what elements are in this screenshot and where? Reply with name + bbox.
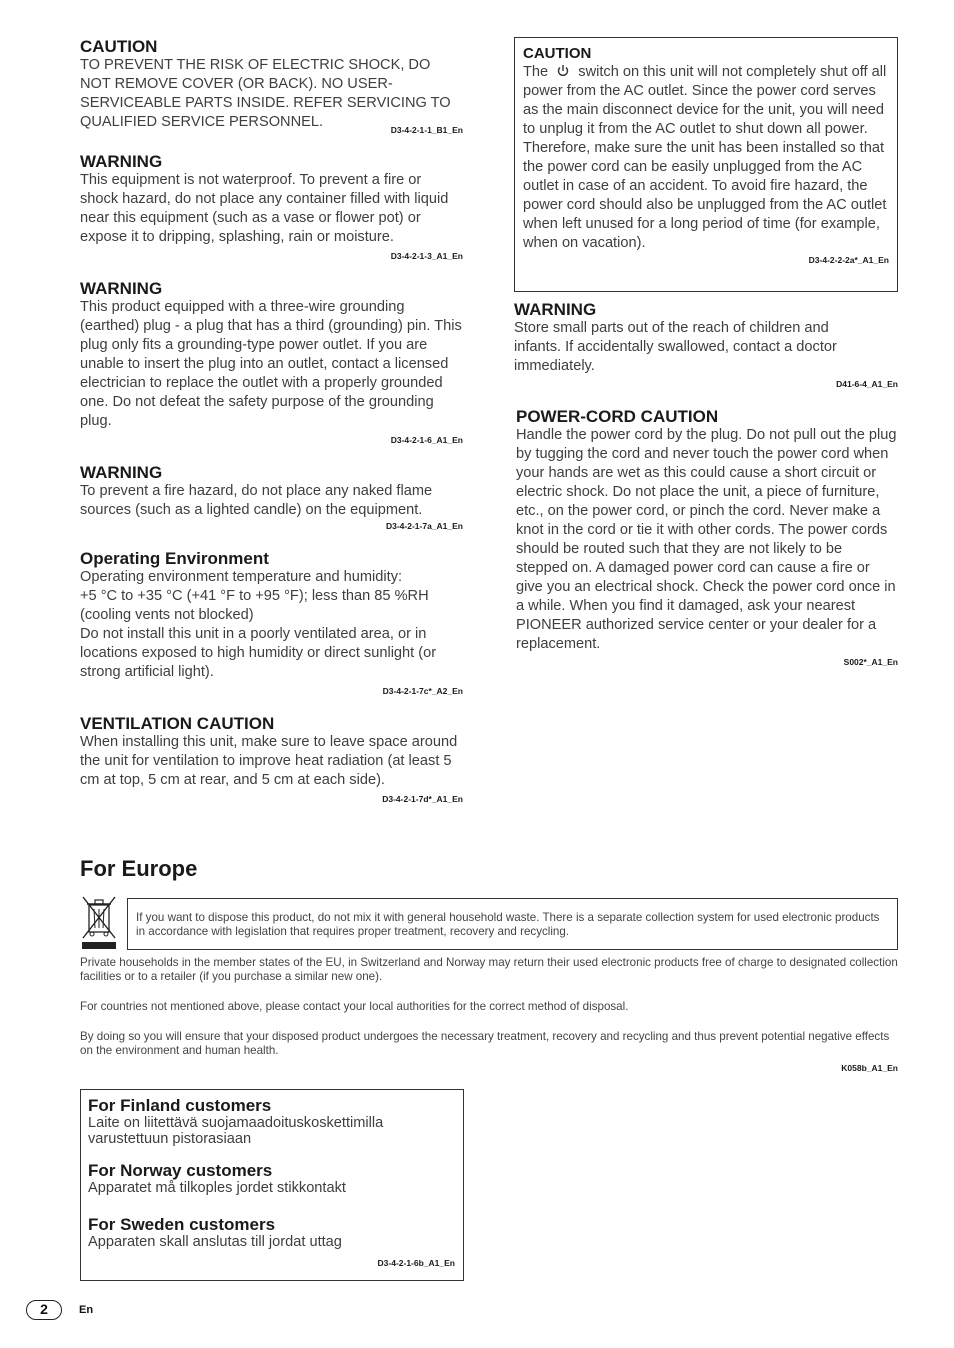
section-body: TO PREVENT THE RISK OF ELECTRIC SHOCK, DO NOT REMOVE COVER (OR BACK). NO USER-SERVICEABLE PARTS INSIDE. REFER SERVICING TO QUALIFIED SERVICE PERSONNEL. (80, 57, 451, 130)
ventilation-caution-section (80, 714, 463, 805)
section-body: Operating environment temperature and humidity: (80, 569, 403, 585)
norway-heading: For Norway customers (88, 1161, 273, 1180)
document-code: D3-4-2-1-6_A1_En (390, 435, 463, 445)
section-title: For Europe (80, 856, 198, 881)
crossed-out-wheelie-bin-icon (80, 894, 118, 950)
page-number-badge (26, 1300, 62, 1320)
power-standby-icon (556, 64, 570, 78)
section-body: Do not install this unit in a poorly ventilated area, or in locations exposed to high humidity or direct sunlight (or strong artificial light). (80, 626, 437, 680)
section-body: This equipment is not waterproof. To prevent a fire or shock hazard, do not place any container filled with liquid near this equipment (such as a vase or flower pot) or expose it to dripping, splashing, rain or moisture. (80, 172, 449, 245)
warning-waterproof-section (80, 152, 463, 262)
section-heading: VENTILATION CAUTION (80, 714, 275, 733)
for-europe-section (80, 856, 898, 1073)
document-code: D41-6-4_A1_En (836, 379, 898, 389)
sweden-heading: For Sweden customers (88, 1215, 276, 1234)
paragraph: By doing so you will ensure that your disposed product undergoes the necessary treatment, recovery and recycling and thus prevent potential negative effects on the environment and human health. (80, 1030, 890, 1057)
document-code: S002*_A1_En (843, 657, 898, 667)
section-body: +5 °C to +35 °C (+41 °F to +95 °F); less than 85 %RH (cooling vents not blocked) (80, 588, 429, 623)
paragraph: For countries not mentioned above, please contact your local authorities for the correct method of disposal. (80, 1000, 629, 1013)
finland-body: Laite on liitettävä suojamaadoituskoskettimilla varustettuun pistorasiaan (88, 1115, 384, 1147)
document-code: D3-4-2-2-2a*_A1_En (808, 255, 889, 265)
warning-small-parts-section (514, 300, 898, 390)
disposal-notice-text: If you want to dispose this product, do not mix it with general household waste. There is a separate collection system for used electronic products in accordance with legislation that requires proper treatment, recovery and recycling. (136, 911, 880, 938)
document-code: D3-4-2-1-7c*_A2_En (382, 686, 463, 696)
power-cord-caution-section (514, 407, 898, 668)
right-column (514, 300, 898, 668)
page-number: 2 (40, 1301, 48, 1317)
section-body (523, 63, 889, 253)
section-body: This product equipped with a three-wire grounding (earthed) plug - a plug that has a third (grounding) pin. This plug only fits a grounding-type power outlet. If you are unable to insert the plug into an outlet, contact a licensed electrician to replace the outlet with a properly grounded one. Do not defeat the safety purpose of the grounding plug. (80, 299, 462, 429)
document-code: D3-4-2-1-1_B1_En (390, 125, 463, 135)
section-heading: WARNING (80, 279, 163, 298)
sweden-body: Apparaten skall anslutas till jordat uttag (88, 1234, 342, 1250)
disposal-notice-box (127, 898, 898, 950)
section-heading: WARNING (80, 463, 163, 482)
disposal-paragraphs (80, 956, 898, 1074)
warning-grounding-section (80, 279, 463, 446)
section-heading: WARNING (514, 300, 597, 319)
section-heading: WARNING (80, 152, 163, 171)
operating-environment-section (80, 549, 463, 697)
section-heading: POWER-CORD CAUTION (516, 407, 719, 426)
body-prefix: The (523, 64, 549, 80)
language-code: En (79, 1304, 94, 1316)
document-code: D3-4-2-1-7d*_A1_En (382, 794, 463, 804)
document-code: D3-4-2-1-3_A1_En (390, 251, 463, 261)
norway-body: Apparatet må tilkoples jordet stikkontakt (88, 1180, 346, 1196)
finland-heading: For Finland customers (88, 1096, 272, 1115)
section-body: Handle the power cord by the plug. Do not pull out the plug by tugging the cord and never touch the power cord when your hands are wet as this could cause a short circuit or electric shock. Do not place the unit, a piece of furniture, etc., on the power cord, or pinch the cord. Never make a knot in the cord or tie it with other cords. The power cords should be routed such that they are not likely to be stepped on. A damaged power cord can cause a fire or give you an electrical shock. Check the power cord once in a while. When you find it damaged, ask your nearest PIONEER authorized service center or your dealer for a replacement. (516, 427, 897, 652)
paragraph: Private households in the member states of the EU, in Switzerland and Norway may return their used electronic products free of charge to designated collection facilities or to a retailer (if you purchase a similar new one). (80, 956, 898, 983)
document-code: K058b_A1_En (841, 1063, 898, 1073)
caution-section (80, 37, 463, 136)
section-heading: CAUTION (523, 45, 592, 62)
section-heading: CAUTION (80, 37, 158, 56)
nordic-customers-box (80, 1089, 464, 1281)
body-suffix: switch on this unit will not completely shut off all power from the AC outlet. Since the power cord serves as the main disconnect device for the unit, you will need to unplug it from the AC outlet to shut down all power. Therefore, make sure the unit has been installed so that the power cord can be easily unplugged from the AC outlet in case of an accident. To avoid fire hazard, the power cord should also be unplugged from the AC outlet when left unused for a long period of time (for example, when on vacation). (523, 64, 887, 251)
document-code: D3-4-2-1-7a_A1_En (385, 521, 463, 531)
document-code: D3-4-2-1-6b_A1_En (377, 1258, 455, 1268)
section-body: When installing this unit, make sure to leave space around the unit for ventilation to improve heat radiation (at least 5 cm at top, 5 cm at rear, and 5 cm at each side). (80, 734, 458, 788)
left-column (80, 37, 463, 805)
section-body: To prevent a fire hazard, do not place any naked flame sources (such as a lighted candle) on the equipment. (80, 483, 433, 518)
section-heading: Operating Environment (80, 549, 269, 568)
section-body: Store small parts out of the reach of children and infants. If accidentally swallowed, contact a doctor immediately. (514, 320, 837, 374)
warning-flame-section (80, 463, 463, 532)
caution-box (514, 37, 898, 292)
